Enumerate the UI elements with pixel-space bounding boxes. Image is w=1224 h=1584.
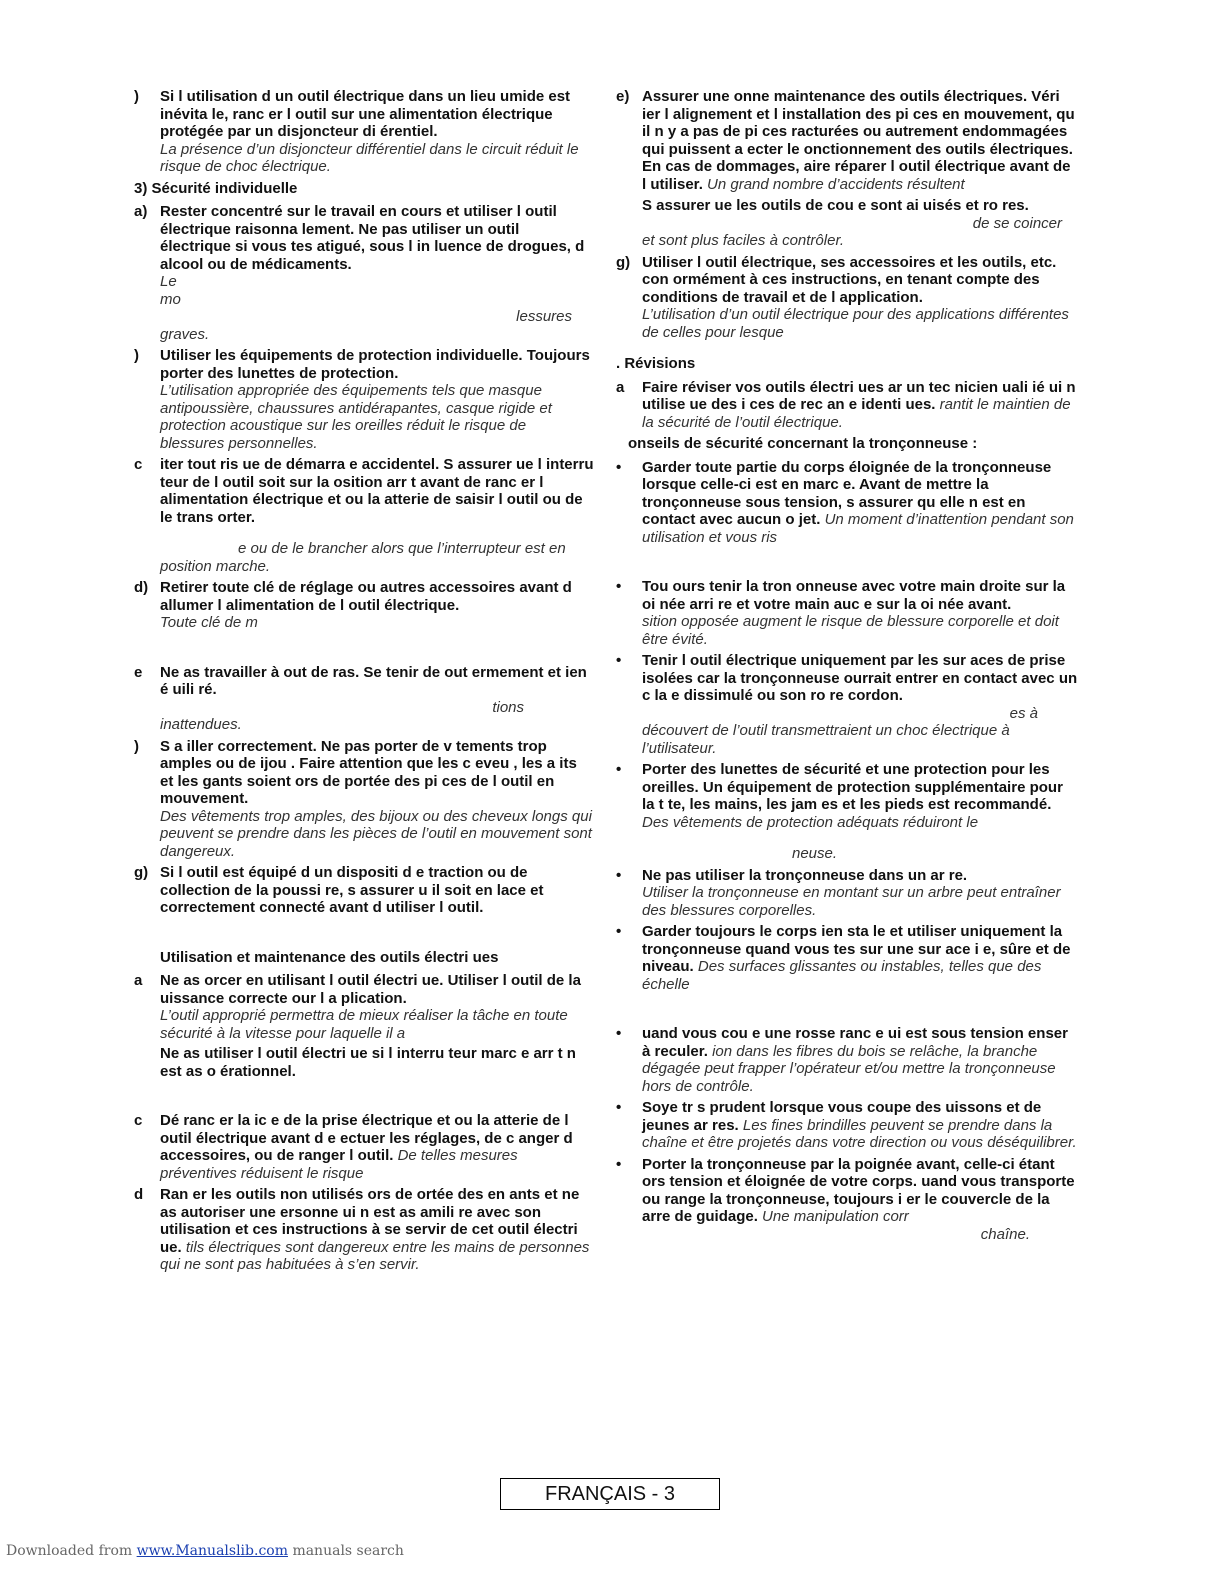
item-g-dust	[134, 864, 594, 945]
item-marker: g)	[616, 253, 631, 271]
item-bold-text: Porter des lunettes de sécurité et une protection pour les oreilles. Un équipement de protection supplémentaire pour la t te, les mains, les jam es et les pieds est recommandé.	[642, 761, 1063, 813]
download-prefix: Downloaded from	[6, 1543, 133, 1559]
download-footer	[6, 1543, 404, 1559]
item-bold-text: S assurer ue les outils de cou e sont ai uisés et ro res.	[642, 197, 1029, 214]
bullet-item	[616, 761, 1078, 863]
item-bold-text: Utiliser l outil électrique, ses accessoires et les outils, etc. con ormément à ces instructions, en tenant compte des conditions de travail et de l application.	[642, 253, 1057, 306]
item-bold-text: Ne as orcer en utilisant l outil électri ue. Utiliser l outil de la uissance correcte our l a plication.	[160, 972, 581, 1007]
item-marker: )	[134, 737, 139, 755]
item-marker: d)	[134, 579, 149, 596]
chainsaw-safety-heading: onseils de sécurité concernant la tronçonneuse :	[628, 435, 978, 452]
section-heading-3: 3) Sécurité individuelle	[134, 179, 298, 197]
item-marker: g)	[134, 864, 149, 881]
item-bold-text: S a iller correctement. Ne pas porter de v tements trop amples ou de ijou . Faire attention que les c eveu , les a its et les gants soient ors de portée des pi ces de l outil en mouvement.	[160, 737, 577, 807]
item-bold-text: Dé ranc er la ic e de la prise électrique et ou la atterie de l outil électrique avant d e ectuer les réglages, de c anger d accessoires, ou de ranger l outil.	[160, 1112, 573, 1164]
bullet-item	[616, 867, 1078, 920]
item-italic-text: rantit le maintien de la sécurité de l’outil électrique.	[642, 396, 1071, 431]
item-italic-text: graves.	[160, 325, 210, 343]
right-column	[616, 88, 1078, 1247]
item-e-stance	[134, 664, 594, 734]
page-label: FRANÇAIS - 3	[544, 1483, 676, 1505]
item-marker: e)	[616, 88, 630, 105]
item-italic-text: Utiliser la tronçonneuse en montant sur un arbre peut entraîner des blessures corporelles.	[642, 884, 1061, 919]
item-a-force	[134, 972, 594, 1108]
item-bold-text: Faire réviser vos outils électri ues ar un tec nicien uali ié ui n utilise ue des i ces de rec an e identi ues.	[642, 378, 1076, 413]
item-marker: )	[134, 347, 139, 364]
page-number-box	[500, 1478, 720, 1510]
item-g-use	[616, 254, 1078, 342]
bullet-marker: •	[616, 1099, 622, 1116]
item-italic-text: Des vêtements trop amples, des bijoux ou des cheveux longs qui peuvent se prendre dans les pièces de l’outil en mouvement sont dangereux.	[160, 807, 592, 860]
item-italic-text: La présence d’un disjoncteur différentiel dans le circuit réduit le risque de choc électrique.	[160, 140, 579, 175]
item-a-concentration	[134, 203, 594, 343]
item-italic-text: Des vêtements de protection adéquats réduiront le	[642, 813, 979, 831]
item-italic-text: inattendues.	[160, 716, 242, 733]
item-marker: c	[134, 456, 143, 473]
item-b-protection	[134, 347, 594, 452]
item-bold-text: Ne as travailler à out de ras. Se tenir de out ermement et ien é uili ré.	[160, 663, 587, 698]
bullet-marker: •	[616, 458, 622, 476]
item-bold-text: iter tout ris ue de démarra e accidentel. S assurer ue l interru teur de l outil soit sur la osition arr t avant de ranc er l alimentation électrique et ou la atterie de saisir l outil ou de le trans orter.	[160, 456, 594, 526]
item-d-storage	[134, 1186, 594, 1274]
item-italic-text: Un grand nombre d’accidents résultent	[707, 175, 965, 193]
item-a-service	[616, 379, 1078, 432]
item-f-clothing	[134, 738, 594, 861]
item-italic-text: chaîne.	[980, 1225, 1030, 1243]
bullet-marker: •	[616, 1025, 622, 1042]
item-c-unplug	[134, 1112, 594, 1182]
item-italic-text: L’outil approprié permettra de mieux réaliser la tâche en toute sécurité à la vitesse pour laquelle il a	[160, 1007, 568, 1042]
item-bold-text: Utiliser les équipements de protection individuelle. Toujours porter des lunettes de protection.	[160, 347, 590, 382]
item-italic-text: Des surfaces glissantes ou instables, telles que des échelle	[642, 958, 1042, 993]
item-marker: )	[134, 88, 139, 105]
item-italic-text: sition opposée augment le risque de blessure corporelle et doit être évité.	[642, 613, 1059, 648]
item-bold-text: uand vous cou e une rosse ranc e ui est sous tension enser à reculer.	[642, 1025, 1068, 1060]
item-bold-text: Retirer toute clé de réglage ou autres accessoires avant d allumer l alimentation de l outil électrique.	[160, 579, 572, 614]
bullet-marker: •	[616, 1155, 622, 1173]
bullet-item	[616, 1025, 1078, 1095]
bullet-item	[616, 923, 1078, 1021]
item-c-startup	[134, 456, 594, 575]
item-bold-text: Porter la tronçonneuse par la poignée avant, celle-ci étant ors tension et éloignée de votre corps. uand vous transporte ou range la tronçonneuse, toujours i er le couvercle de la arre de guidage.	[642, 1155, 1075, 1225]
download-suffix: manuals search	[292, 1543, 404, 1559]
item-marker: a	[134, 972, 143, 989]
item-italic-text: Une manipulation corr	[762, 1208, 909, 1225]
item-bold-text: Assurer une onne maintenance des outils électriques. Véri ier l alignement et l installation des pi ces en mouvement, qu il n y a pas de pi ces racturées ou autrement endommagées qui puissent a ecter le onctionnement des outils électriques. En cas de dommages, aire réparer l outil électrique avant de l utiliser.	[642, 88, 1075, 193]
item-italic-text: mo	[160, 290, 181, 308]
item-marker: e	[134, 663, 143, 681]
bullet-marker: •	[616, 923, 622, 940]
item-marker: c	[134, 1112, 143, 1129]
item-bold-text: Tenir l outil électrique uniquement par les sur aces de prise isolées car la tronçonneuse ourrait entrer en contact avec un c la e dissimulé ou son ro re cordon.	[642, 652, 1078, 704]
item-italic-text: Toute clé de m	[160, 614, 258, 631]
item-italic-text: es à	[1009, 704, 1038, 722]
item-italic-text: tions	[492, 698, 524, 716]
item-bold-text: Garder toujours le corps ien sta le et utiliser uniquement la tronçonneuse quand vous tes sur une sur ace i e, sûre et de niveau.	[642, 923, 1071, 975]
section-heading-4: Utilisation et maintenance des outils électri ues	[160, 948, 499, 966]
item-bold-text: Ran er les outils non utilisés ors de ortée des en ants et ne as autoriser une ersonne ui n est as amili re avec son utilisation et ces instructions à se servir de cet outil électri ue.	[160, 1186, 580, 1256]
item-italic-text: L’utilisation appropriée des équipements tels que masque antipoussière, chaussures antidérapantes, casque rigide et protection acoustique sur les oreilles réduit le risque de blessures personnelles.	[160, 382, 552, 452]
bullet-item	[616, 1099, 1078, 1152]
bullet-item	[616, 652, 1078, 757]
bullet-item	[616, 578, 1078, 648]
item-bold-text: Ne pas utiliser la tronçonneuse dans un ar re.	[642, 866, 968, 884]
item-italic-text: De telles mesures préventives réduisent le risque	[160, 1147, 518, 1182]
section-heading-5: . Révisions	[616, 355, 696, 372]
item-bold-text: Rester concentré sur le travail en cours et utiliser l outil électrique raisonna lement. Ne pas utiliser un outil électrique si vous tes atigué, sous l in luence de drogues, d alcool ou de médicaments.	[160, 203, 585, 273]
item-italic-text: lessures	[516, 308, 572, 325]
bullet-marker: •	[616, 866, 622, 884]
manualslib-link[interactable]: www.Manualslib.com	[136, 1543, 288, 1559]
bullet-marker: •	[616, 652, 622, 669]
bullet-item	[616, 459, 1078, 575]
bullet-marker: •	[616, 578, 622, 595]
item-marker: d	[134, 1186, 144, 1203]
item-italic-text: découvert de l’outil transmettraient un choc électrique à l’utilisateur.	[642, 722, 1010, 757]
item-italic-text: ion dans les fibres du bois se relâche, la branche dégagée peut frapper l’opérateur et/ou mettre la tronçonneuse hors de contrôle.	[642, 1042, 1056, 1095]
left-column	[134, 88, 594, 1278]
item-italic-text: et sont plus faciles à contrôler.	[642, 232, 845, 249]
item-bold-text: Ne as utiliser l outil électri ue si l interru teur marc e arr t n est as o érationnel.	[160, 1045, 576, 1080]
item-bold-text: Si l utilisation d un outil électrique dans un lieu umide est inévita le, ranc er l outil sur une alimentation électrique protégée par un disjoncteur di érentiel.	[160, 88, 571, 140]
item-d-keys	[134, 579, 594, 660]
item-italic-text: Les fines brindilles peuvent se prendre dans la chaîne et être projetés dans votre direction ou vous déséquilibrer.	[642, 1116, 1077, 1151]
item-italic-text: Le	[160, 273, 177, 290]
item-marker: a)	[134, 203, 148, 220]
item-italic-text: e ou de le brancher alors que l’interrupteur est en position marche.	[160, 540, 566, 575]
item-italic-text: neuse.	[792, 845, 838, 862]
item-marker: a	[616, 378, 625, 396]
item-bold-text: Tou ours tenir la tron onneuse avec votre main droite sur la oi née arri re et votre main auc e sur la oi née avant.	[642, 578, 1066, 613]
item-italic-text: L’utilisation d’un outil électrique pour des applications différentes de celles pour lesque	[642, 306, 1069, 341]
item-e-maintenance	[616, 88, 1078, 250]
item-bold-text: Garder toute partie du corps éloignée de la tronçonneuse lorsque celle-ci est en marc e. Avant de mettre la tronçonneuse sous tension, s assurer qu elle n est en contact avec aucun o jet.	[642, 458, 1052, 528]
item-bold-text: Soye tr s prudent lorsque vous coupe des uissons et de jeunes ar res.	[642, 1099, 1042, 1134]
bullet-marker: •	[616, 761, 622, 778]
item-italic-text: Un moment d’inattention pendant son utilisation et vous ris	[642, 511, 1074, 546]
item-rcd	[134, 88, 594, 176]
bullet-item	[616, 1156, 1078, 1244]
item-bold-text: Si l outil est équipé d un dispositi d e traction ou de collection de la poussi re, s assurer u il soit en lace et correctement connecté avant d utiliser l outil.	[160, 864, 544, 916]
item-italic-text: de se coincer	[972, 214, 1062, 232]
item-italic-text: tils électriques sont dangereux entre les mains de personnes qui ne sont pas habituées à s’en servir.	[160, 1238, 590, 1273]
